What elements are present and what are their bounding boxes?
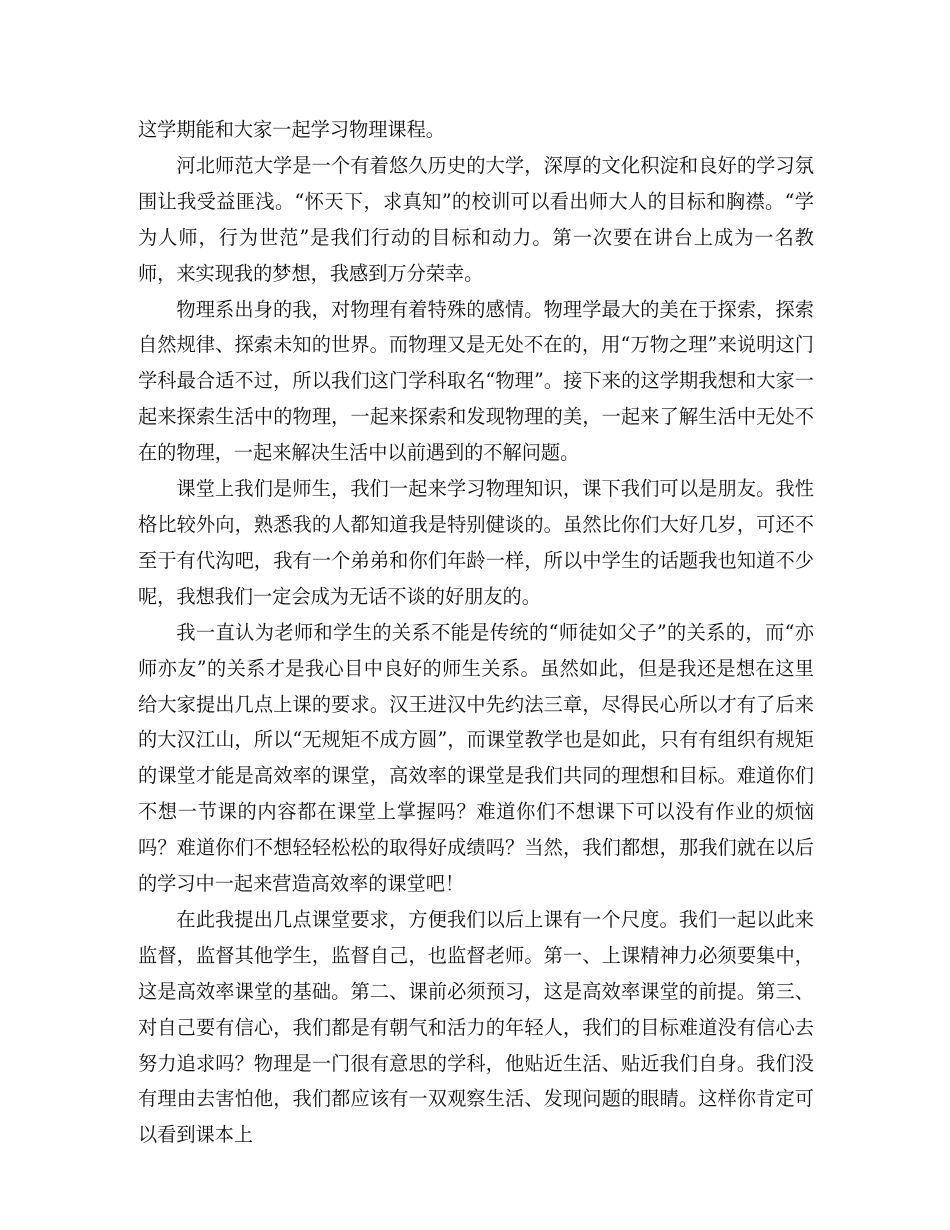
paragraph-1: 这学期能和大家一起学习物理课程。 xyxy=(138,118,445,141)
paragraph-4: 课堂上我们是师生，我们一起来学习物理知识，课下我们可以是朋友。我性格比较外向，熟悉我的人都知道我是特别健谈的。虽然比你们大好几岁，可还不至于有代沟吧，我有一个弟弟和你们年龄一样，所以中学生的话题我也知道不少呢，我想我们一定会成为无话不谈的好朋友的。 xyxy=(138,477,814,608)
paragraph-5: 我一直认为老师和学生的关系不能是传统的“师徒如父子”的关系的，而“亦师亦友”的关系才是我心目中良好的师生关系。虽然如此，但是我还是想在这里给大家提出几点上课的要求。汉王进汉中先约法三章，尽得民心所以才有了后来的大汉江山，所以“无规矩不成方圆”，而课堂教学也是如此，只有有组织有规矩的课堂才能是高效率的课堂，高效率的课堂是我们共同的理想和目标。难道你们不想一节课的内容都在课堂上掌握吗？难道你们不想课下可以没有作业的烦恼吗？难道你们不想轻轻松松的取得好成绩吗？当然，我们都想，那我们就在以后的学习中一起来营造高效率的课堂吧！ xyxy=(138,620,814,896)
paragraph-6: 在此我提出几点课堂要求，方便我们以后上课有一个尺度。我们一起以此来监督，监督其他学生，监督自己，也监督老师。第一、上课精神力必须要集中，这是高效率课堂的基础。第二、课前必须预习，这是高效率课堂的前提。第三、对自己要有信心，我们都是有朝气和活力的年轻人，我们的目标难道没有信心去努力追求吗？物理是一门很有意思的学科，他贴近生活、贴近我们自身。我们没有理由去害怕他，我们都应该有一双观察生活、发现问题的眼睛。这样你肯定可以看到课本上 xyxy=(138,907,814,1147)
paragraph-3: 物理系出身的我，对物理有着特殊的感情。物理学最大的美在于探索，探索自然规律、探索未知的世界。而物理又是无处不在的，用“万物之理”来说明这门学科最合适不过，所以我们这门学科取名“物理”。接下来的这学期我想和大家一起来探索生活中的物理，一起来探索和发现物理的美，一起来了解生活中无处不在的物理，一起来解决生活中以前遇到的不解问题。 xyxy=(138,297,814,465)
paragraph-2: 河北师范大学是一个有着悠久历史的大学，深厚的文化积淀和良好的学习氛围让我受益匪浅。“怀天下，求真知”的校训可以看出师大人的目标和胸襟。“学为人师，行为世范”是我们行动的目标和动力。第一次要在讲台上成为一名教师，来实现我的梦想，我感到万分荣幸。 xyxy=(138,153,814,285)
document-body xyxy=(138,112,814,1153)
